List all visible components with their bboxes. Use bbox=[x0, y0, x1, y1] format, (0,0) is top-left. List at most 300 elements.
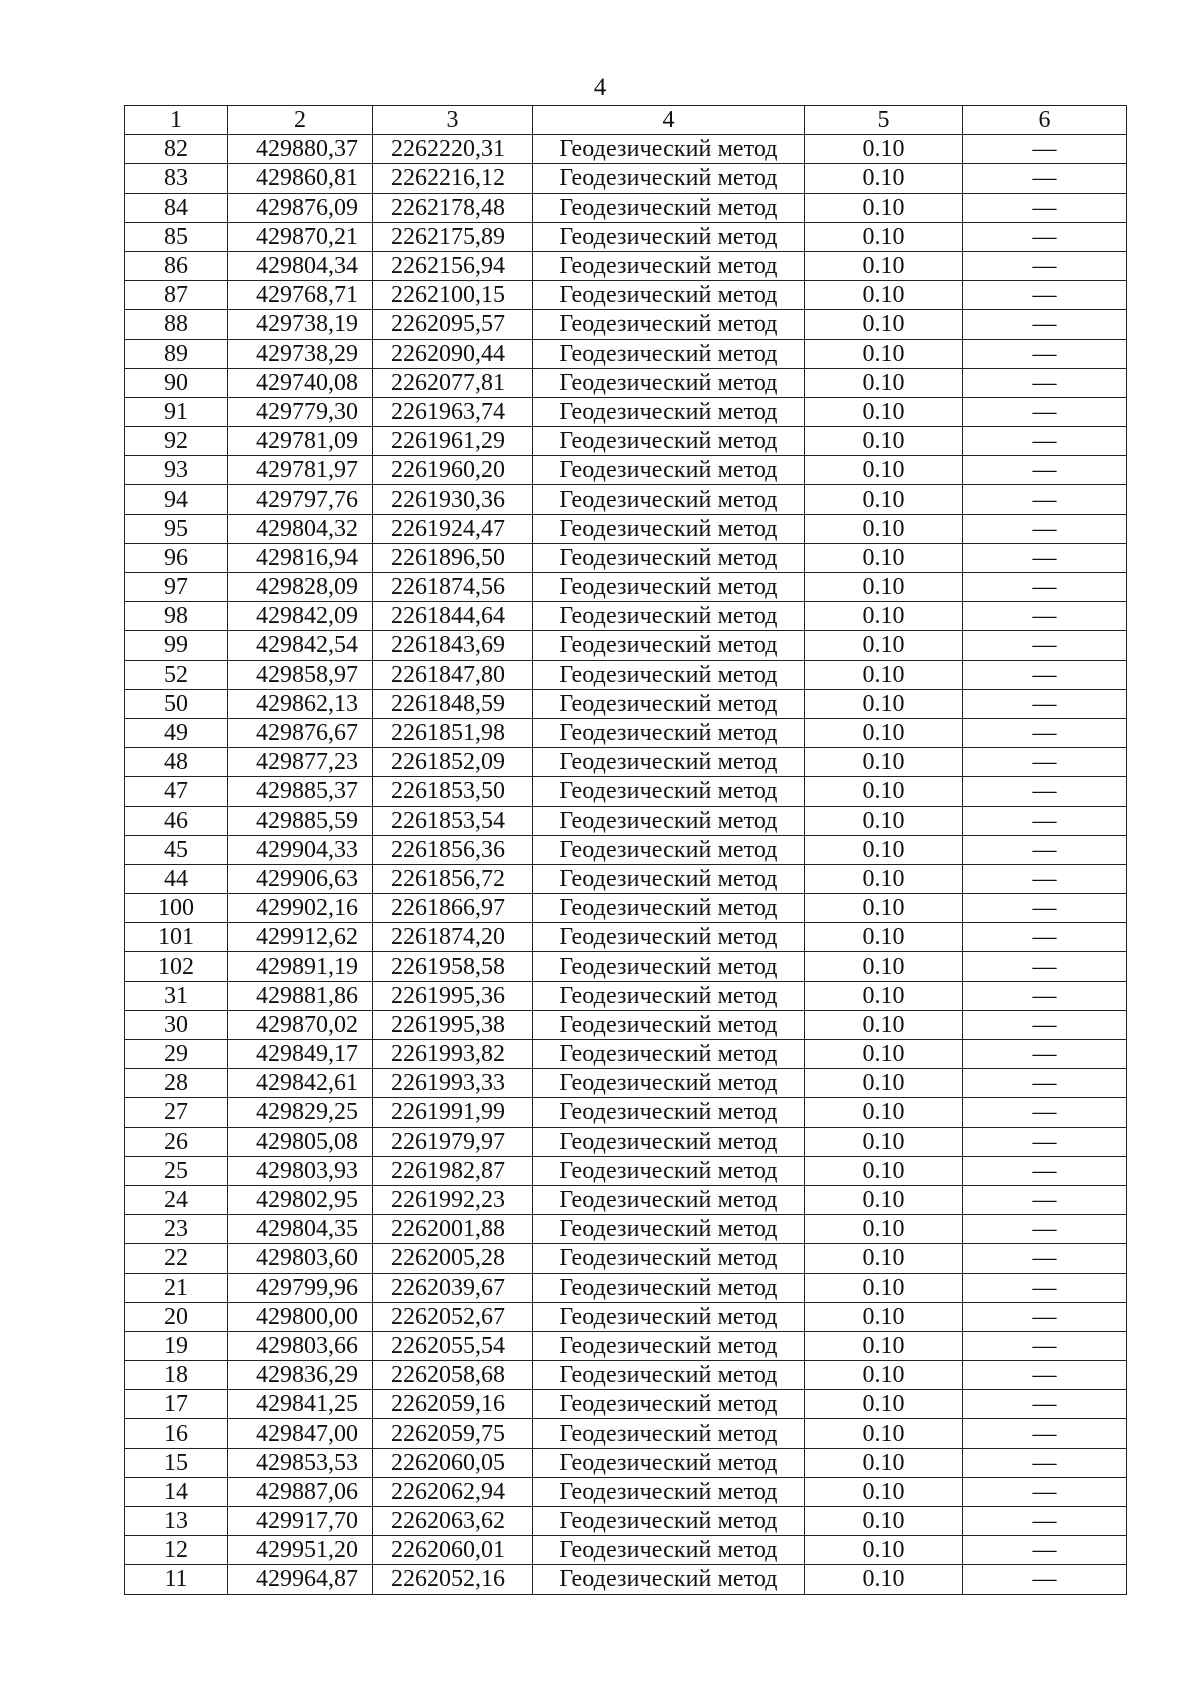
table-row bbox=[125, 1040, 1127, 1069]
y-coordinate-cell: 2261995,38 bbox=[373, 1010, 533, 1039]
extra-cell: — bbox=[963, 1069, 1127, 1098]
method-cell: Геодезический метод bbox=[533, 193, 805, 222]
accuracy-cell: 0.10 bbox=[805, 193, 963, 222]
point-number-cell: 46 bbox=[125, 806, 228, 835]
point-number-cell: 97 bbox=[125, 573, 228, 602]
point-number-cell: 24 bbox=[125, 1185, 228, 1214]
accuracy-cell: 0.10 bbox=[805, 952, 963, 981]
accuracy-cell: 0.10 bbox=[805, 1448, 963, 1477]
point-number-cell: 20 bbox=[125, 1302, 228, 1331]
header-col-4: 4 bbox=[533, 106, 805, 135]
x-coordinate-cell: 429906,63 bbox=[228, 864, 373, 893]
x-coordinate-cell: 429800,00 bbox=[228, 1302, 373, 1331]
table-row bbox=[125, 1244, 1127, 1273]
extra-cell: — bbox=[963, 222, 1127, 251]
x-coordinate-cell: 429803,60 bbox=[228, 1244, 373, 1273]
point-number-cell: 30 bbox=[125, 1010, 228, 1039]
extra-cell: — bbox=[963, 718, 1127, 747]
method-cell: Геодезический метод bbox=[533, 135, 805, 164]
extra-cell: — bbox=[963, 748, 1127, 777]
y-coordinate-cell: 2262090,44 bbox=[373, 339, 533, 368]
method-cell: Геодезический метод bbox=[533, 251, 805, 280]
y-coordinate-cell: 2261960,20 bbox=[373, 456, 533, 485]
extra-cell: — bbox=[963, 602, 1127, 631]
method-cell: Геодезический метод bbox=[533, 1273, 805, 1302]
extra-cell: — bbox=[963, 689, 1127, 718]
accuracy-cell: 0.10 bbox=[805, 281, 963, 310]
x-coordinate-cell: 429849,17 bbox=[228, 1040, 373, 1069]
x-coordinate-cell: 429802,95 bbox=[228, 1185, 373, 1214]
y-coordinate-cell: 2261963,74 bbox=[373, 397, 533, 426]
accuracy-cell: 0.10 bbox=[805, 1040, 963, 1069]
header-col-2: 2 bbox=[228, 106, 373, 135]
point-number-cell: 98 bbox=[125, 602, 228, 631]
point-number-cell: 102 bbox=[125, 952, 228, 981]
x-coordinate-cell: 429781,97 bbox=[228, 456, 373, 485]
accuracy-cell: 0.10 bbox=[805, 456, 963, 485]
table-row bbox=[125, 660, 1127, 689]
x-coordinate-cell: 429862,13 bbox=[228, 689, 373, 718]
table-row bbox=[125, 689, 1127, 718]
extra-cell: — bbox=[963, 485, 1127, 514]
extra-cell: — bbox=[963, 1127, 1127, 1156]
extra-cell: — bbox=[963, 806, 1127, 835]
method-cell: Геодезический метод bbox=[533, 923, 805, 952]
table-row bbox=[125, 543, 1127, 572]
y-coordinate-cell: 2261995,36 bbox=[373, 981, 533, 1010]
table-header bbox=[125, 106, 1127, 135]
x-coordinate-cell: 429738,29 bbox=[228, 339, 373, 368]
method-cell: Геодезический метод bbox=[533, 1302, 805, 1331]
method-cell: Геодезический метод bbox=[533, 748, 805, 777]
accuracy-cell: 0.10 bbox=[805, 864, 963, 893]
point-number-cell: 31 bbox=[125, 981, 228, 1010]
accuracy-cell: 0.10 bbox=[805, 1185, 963, 1214]
table-row bbox=[125, 1127, 1127, 1156]
point-number-cell: 92 bbox=[125, 427, 228, 456]
extra-cell: — bbox=[963, 368, 1127, 397]
method-cell: Геодезический метод bbox=[533, 222, 805, 251]
x-coordinate-cell: 429804,32 bbox=[228, 514, 373, 543]
point-number-cell: 49 bbox=[125, 718, 228, 747]
x-coordinate-cell: 429877,23 bbox=[228, 748, 373, 777]
point-number-cell: 19 bbox=[125, 1331, 228, 1360]
y-coordinate-cell: 2261982,87 bbox=[373, 1156, 533, 1185]
point-number-cell: 85 bbox=[125, 222, 228, 251]
point-number-cell: 87 bbox=[125, 281, 228, 310]
y-coordinate-cell: 2261856,36 bbox=[373, 835, 533, 864]
method-cell: Геодезический метод bbox=[533, 1419, 805, 1448]
method-cell: Геодезический метод bbox=[533, 427, 805, 456]
y-coordinate-cell: 2261924,47 bbox=[373, 514, 533, 543]
y-coordinate-cell: 2261853,50 bbox=[373, 777, 533, 806]
accuracy-cell: 0.10 bbox=[805, 1331, 963, 1360]
header-row bbox=[125, 106, 1127, 135]
y-coordinate-cell: 2262175,89 bbox=[373, 222, 533, 251]
y-coordinate-cell: 2261853,54 bbox=[373, 806, 533, 835]
point-number-cell: 15 bbox=[125, 1448, 228, 1477]
extra-cell: — bbox=[963, 1273, 1127, 1302]
y-coordinate-cell: 2262156,94 bbox=[373, 251, 533, 280]
point-number-cell: 26 bbox=[125, 1127, 228, 1156]
y-coordinate-cell: 2261852,09 bbox=[373, 748, 533, 777]
accuracy-cell: 0.10 bbox=[805, 981, 963, 1010]
method-cell: Геодезический метод bbox=[533, 718, 805, 747]
accuracy-cell: 0.10 bbox=[805, 1419, 963, 1448]
extra-cell: — bbox=[963, 573, 1127, 602]
accuracy-cell: 0.10 bbox=[805, 573, 963, 602]
y-coordinate-cell: 2261866,97 bbox=[373, 894, 533, 923]
method-cell: Геодезический метод bbox=[533, 1507, 805, 1536]
point-number-cell: 27 bbox=[125, 1098, 228, 1127]
accuracy-cell: 0.10 bbox=[805, 806, 963, 835]
table-row bbox=[125, 1390, 1127, 1419]
accuracy-cell: 0.10 bbox=[805, 514, 963, 543]
y-coordinate-cell: 2262001,88 bbox=[373, 1215, 533, 1244]
x-coordinate-cell: 429842,54 bbox=[228, 631, 373, 660]
accuracy-cell: 0.10 bbox=[805, 1565, 963, 1594]
method-cell: Геодезический метод bbox=[533, 1185, 805, 1214]
table-row bbox=[125, 1215, 1127, 1244]
point-number-cell: 96 bbox=[125, 543, 228, 572]
accuracy-cell: 0.10 bbox=[805, 718, 963, 747]
table-row bbox=[125, 397, 1127, 426]
point-number-cell: 21 bbox=[125, 1273, 228, 1302]
y-coordinate-cell: 2261993,33 bbox=[373, 1069, 533, 1098]
method-cell: Геодезический метод bbox=[533, 164, 805, 193]
method-cell: Геодезический метод bbox=[533, 1536, 805, 1565]
point-number-cell: 83 bbox=[125, 164, 228, 193]
extra-cell: — bbox=[963, 1098, 1127, 1127]
extra-cell: — bbox=[963, 1507, 1127, 1536]
point-number-cell: 44 bbox=[125, 864, 228, 893]
extra-cell: — bbox=[963, 952, 1127, 981]
extra-cell: — bbox=[963, 1302, 1127, 1331]
table-row bbox=[125, 1302, 1127, 1331]
x-coordinate-cell: 429799,96 bbox=[228, 1273, 373, 1302]
accuracy-cell: 0.10 bbox=[805, 835, 963, 864]
accuracy-cell: 0.10 bbox=[805, 397, 963, 426]
accuracy-cell: 0.10 bbox=[805, 602, 963, 631]
extra-cell: — bbox=[963, 1536, 1127, 1565]
x-coordinate-cell: 429917,70 bbox=[228, 1507, 373, 1536]
table-row bbox=[125, 427, 1127, 456]
x-coordinate-cell: 429885,59 bbox=[228, 806, 373, 835]
table-row bbox=[125, 573, 1127, 602]
y-coordinate-cell: 2262060,05 bbox=[373, 1448, 533, 1477]
extra-cell: — bbox=[963, 835, 1127, 864]
x-coordinate-cell: 429887,06 bbox=[228, 1477, 373, 1506]
accuracy-cell: 0.10 bbox=[805, 1302, 963, 1331]
method-cell: Геодезический метод bbox=[533, 1098, 805, 1127]
accuracy-cell: 0.10 bbox=[805, 1098, 963, 1127]
y-coordinate-cell: 2261896,50 bbox=[373, 543, 533, 572]
method-cell: Геодезический метод bbox=[533, 485, 805, 514]
point-number-cell: 48 bbox=[125, 748, 228, 777]
point-number-cell: 18 bbox=[125, 1361, 228, 1390]
extra-cell: — bbox=[963, 981, 1127, 1010]
y-coordinate-cell: 2262062,94 bbox=[373, 1477, 533, 1506]
extra-cell: — bbox=[963, 1010, 1127, 1039]
table-row bbox=[125, 718, 1127, 747]
x-coordinate-cell: 429805,08 bbox=[228, 1127, 373, 1156]
y-coordinate-cell: 2261993,82 bbox=[373, 1040, 533, 1069]
x-coordinate-cell: 429847,00 bbox=[228, 1419, 373, 1448]
table-row bbox=[125, 164, 1127, 193]
coordinates-table bbox=[124, 105, 1127, 1595]
y-coordinate-cell: 2261958,58 bbox=[373, 952, 533, 981]
x-coordinate-cell: 429891,19 bbox=[228, 952, 373, 981]
x-coordinate-cell: 429816,94 bbox=[228, 543, 373, 572]
x-coordinate-cell: 429912,62 bbox=[228, 923, 373, 952]
y-coordinate-cell: 2261844,64 bbox=[373, 602, 533, 631]
extra-cell: — bbox=[963, 923, 1127, 952]
extra-cell: — bbox=[963, 864, 1127, 893]
extra-cell: — bbox=[963, 339, 1127, 368]
x-coordinate-cell: 429779,30 bbox=[228, 397, 373, 426]
point-number-cell: 86 bbox=[125, 251, 228, 280]
table-row bbox=[125, 222, 1127, 251]
method-cell: Геодезический метод bbox=[533, 777, 805, 806]
y-coordinate-cell: 2261848,59 bbox=[373, 689, 533, 718]
x-coordinate-cell: 429858,97 bbox=[228, 660, 373, 689]
method-cell: Геодезический метод bbox=[533, 543, 805, 572]
method-cell: Геодезический метод bbox=[533, 602, 805, 631]
extra-cell: — bbox=[963, 1215, 1127, 1244]
accuracy-cell: 0.10 bbox=[805, 1127, 963, 1156]
accuracy-cell: 0.10 bbox=[805, 748, 963, 777]
method-cell: Геодезический метод bbox=[533, 339, 805, 368]
method-cell: Геодезический метод bbox=[533, 981, 805, 1010]
accuracy-cell: 0.10 bbox=[805, 164, 963, 193]
y-coordinate-cell: 2262005,28 bbox=[373, 1244, 533, 1273]
method-cell: Геодезический метод bbox=[533, 835, 805, 864]
extra-cell: — bbox=[963, 310, 1127, 339]
point-number-cell: 100 bbox=[125, 894, 228, 923]
method-cell: Геодезический метод bbox=[533, 368, 805, 397]
method-cell: Геодезический метод bbox=[533, 1127, 805, 1156]
accuracy-cell: 0.10 bbox=[805, 1069, 963, 1098]
extra-cell: — bbox=[963, 777, 1127, 806]
table-row bbox=[125, 1273, 1127, 1302]
x-coordinate-cell: 429740,08 bbox=[228, 368, 373, 397]
table-row bbox=[125, 485, 1127, 514]
method-cell: Геодезический метод bbox=[533, 894, 805, 923]
y-coordinate-cell: 2261874,20 bbox=[373, 923, 533, 952]
table-row bbox=[125, 894, 1127, 923]
table-row bbox=[125, 1477, 1127, 1506]
accuracy-cell: 0.10 bbox=[805, 135, 963, 164]
point-number-cell: 90 bbox=[125, 368, 228, 397]
x-coordinate-cell: 429860,81 bbox=[228, 164, 373, 193]
table-row bbox=[125, 1419, 1127, 1448]
extra-cell: — bbox=[963, 1040, 1127, 1069]
x-coordinate-cell: 429870,02 bbox=[228, 1010, 373, 1039]
x-coordinate-cell: 429842,09 bbox=[228, 602, 373, 631]
table-row bbox=[125, 310, 1127, 339]
accuracy-cell: 0.10 bbox=[805, 251, 963, 280]
x-coordinate-cell: 429836,29 bbox=[228, 1361, 373, 1390]
y-coordinate-cell: 2262060,01 bbox=[373, 1536, 533, 1565]
accuracy-cell: 0.10 bbox=[805, 660, 963, 689]
extra-cell: — bbox=[963, 164, 1127, 193]
x-coordinate-cell: 429904,33 bbox=[228, 835, 373, 864]
point-number-cell: 22 bbox=[125, 1244, 228, 1273]
method-cell: Геодезический метод bbox=[533, 1390, 805, 1419]
accuracy-cell: 0.10 bbox=[805, 1361, 963, 1390]
table-row bbox=[125, 1331, 1127, 1360]
method-cell: Геодезический метод bbox=[533, 1565, 805, 1594]
point-number-cell: 16 bbox=[125, 1419, 228, 1448]
method-cell: Геодезический метод bbox=[533, 281, 805, 310]
table-row bbox=[125, 1069, 1127, 1098]
x-coordinate-cell: 429829,25 bbox=[228, 1098, 373, 1127]
table-row bbox=[125, 923, 1127, 952]
point-number-cell: 13 bbox=[125, 1507, 228, 1536]
table-row bbox=[125, 631, 1127, 660]
page-number: 4 bbox=[593, 74, 607, 101]
point-number-cell: 50 bbox=[125, 689, 228, 718]
x-coordinate-cell: 429738,19 bbox=[228, 310, 373, 339]
x-coordinate-cell: 429781,09 bbox=[228, 427, 373, 456]
table-row bbox=[125, 952, 1127, 981]
point-number-cell: 29 bbox=[125, 1040, 228, 1069]
x-coordinate-cell: 429803,93 bbox=[228, 1156, 373, 1185]
x-coordinate-cell: 429842,61 bbox=[228, 1069, 373, 1098]
extra-cell: — bbox=[963, 193, 1127, 222]
y-coordinate-cell: 2262052,16 bbox=[373, 1565, 533, 1594]
table-row bbox=[125, 1361, 1127, 1390]
extra-cell: — bbox=[963, 281, 1127, 310]
extra-cell: — bbox=[963, 1565, 1127, 1594]
y-coordinate-cell: 2261851,98 bbox=[373, 718, 533, 747]
point-number-cell: 95 bbox=[125, 514, 228, 543]
accuracy-cell: 0.10 bbox=[805, 1536, 963, 1565]
extra-cell: — bbox=[963, 514, 1127, 543]
point-number-cell: 25 bbox=[125, 1156, 228, 1185]
header-col-5: 5 bbox=[805, 106, 963, 135]
x-coordinate-cell: 429885,37 bbox=[228, 777, 373, 806]
extra-cell: — bbox=[963, 397, 1127, 426]
table-row bbox=[125, 835, 1127, 864]
x-coordinate-cell: 429964,87 bbox=[228, 1565, 373, 1594]
accuracy-cell: 0.10 bbox=[805, 1507, 963, 1536]
x-coordinate-cell: 429768,71 bbox=[228, 281, 373, 310]
y-coordinate-cell: 2262052,67 bbox=[373, 1302, 533, 1331]
x-coordinate-cell: 429870,21 bbox=[228, 222, 373, 251]
method-cell: Геодезический метод bbox=[533, 1156, 805, 1185]
accuracy-cell: 0.10 bbox=[805, 631, 963, 660]
x-coordinate-cell: 429880,37 bbox=[228, 135, 373, 164]
table-row bbox=[125, 1565, 1127, 1594]
accuracy-cell: 0.10 bbox=[805, 894, 963, 923]
header-col-6: 6 bbox=[963, 106, 1127, 135]
extra-cell: — bbox=[963, 427, 1127, 456]
y-coordinate-cell: 2262059,75 bbox=[373, 1419, 533, 1448]
extra-cell: — bbox=[963, 251, 1127, 280]
x-coordinate-cell: 429804,35 bbox=[228, 1215, 373, 1244]
table-row bbox=[125, 1098, 1127, 1127]
accuracy-cell: 0.10 bbox=[805, 689, 963, 718]
method-cell: Геодезический метод bbox=[533, 1448, 805, 1477]
y-coordinate-cell: 2262039,67 bbox=[373, 1273, 533, 1302]
accuracy-cell: 0.10 bbox=[805, 1244, 963, 1273]
extra-cell: — bbox=[963, 1361, 1127, 1390]
point-number-cell: 45 bbox=[125, 835, 228, 864]
x-coordinate-cell: 429803,66 bbox=[228, 1331, 373, 1360]
accuracy-cell: 0.10 bbox=[805, 1390, 963, 1419]
x-coordinate-cell: 429902,16 bbox=[228, 894, 373, 923]
x-coordinate-cell: 429804,34 bbox=[228, 251, 373, 280]
point-number-cell: 23 bbox=[125, 1215, 228, 1244]
y-coordinate-cell: 2262055,54 bbox=[373, 1331, 533, 1360]
point-number-cell: 93 bbox=[125, 456, 228, 485]
x-coordinate-cell: 429797,76 bbox=[228, 485, 373, 514]
method-cell: Геодезический метод bbox=[533, 1331, 805, 1360]
point-number-cell: 91 bbox=[125, 397, 228, 426]
extra-cell: — bbox=[963, 135, 1127, 164]
method-cell: Геодезический метод bbox=[533, 631, 805, 660]
extra-cell: — bbox=[963, 456, 1127, 485]
method-cell: Геодезический метод bbox=[533, 1477, 805, 1506]
y-coordinate-cell: 2261992,23 bbox=[373, 1185, 533, 1214]
y-coordinate-cell: 2262216,12 bbox=[373, 164, 533, 193]
extra-cell: — bbox=[963, 1390, 1127, 1419]
accuracy-cell: 0.10 bbox=[805, 923, 963, 952]
extra-cell: — bbox=[963, 1419, 1127, 1448]
extra-cell: — bbox=[963, 543, 1127, 572]
table-row bbox=[125, 339, 1127, 368]
y-coordinate-cell: 2261979,97 bbox=[373, 1127, 533, 1156]
method-cell: Геодезический метод bbox=[533, 1069, 805, 1098]
point-number-cell: 28 bbox=[125, 1069, 228, 1098]
y-coordinate-cell: 2261930,36 bbox=[373, 485, 533, 514]
method-cell: Геодезический метод bbox=[533, 864, 805, 893]
y-coordinate-cell: 2262059,16 bbox=[373, 1390, 533, 1419]
accuracy-cell: 0.10 bbox=[805, 1215, 963, 1244]
x-coordinate-cell: 429876,67 bbox=[228, 718, 373, 747]
extra-cell: — bbox=[963, 1185, 1127, 1214]
method-cell: Геодезический метод bbox=[533, 806, 805, 835]
method-cell: Геодезический метод bbox=[533, 1244, 805, 1273]
table-body bbox=[125, 135, 1127, 1594]
accuracy-cell: 0.10 bbox=[805, 1273, 963, 1302]
point-number-cell: 88 bbox=[125, 310, 228, 339]
table-row bbox=[125, 135, 1127, 164]
table-row bbox=[125, 1010, 1127, 1039]
x-coordinate-cell: 429881,86 bbox=[228, 981, 373, 1010]
x-coordinate-cell: 429841,25 bbox=[228, 1390, 373, 1419]
header-col-3: 3 bbox=[373, 106, 533, 135]
point-number-cell: 82 bbox=[125, 135, 228, 164]
point-number-cell: 89 bbox=[125, 339, 228, 368]
table-row bbox=[125, 281, 1127, 310]
accuracy-cell: 0.10 bbox=[805, 1156, 963, 1185]
accuracy-cell: 0.10 bbox=[805, 543, 963, 572]
method-cell: Геодезический метод bbox=[533, 689, 805, 718]
method-cell: Геодезический метод bbox=[533, 1010, 805, 1039]
table-row bbox=[125, 456, 1127, 485]
y-coordinate-cell: 2262063,62 bbox=[373, 1507, 533, 1536]
table-row bbox=[125, 981, 1127, 1010]
extra-cell: — bbox=[963, 894, 1127, 923]
y-coordinate-cell: 2261874,56 bbox=[373, 573, 533, 602]
method-cell: Геодезический метод bbox=[533, 1361, 805, 1390]
point-number-cell: 17 bbox=[125, 1390, 228, 1419]
table-row bbox=[125, 864, 1127, 893]
y-coordinate-cell: 2261843,69 bbox=[373, 631, 533, 660]
x-coordinate-cell: 429853,53 bbox=[228, 1448, 373, 1477]
